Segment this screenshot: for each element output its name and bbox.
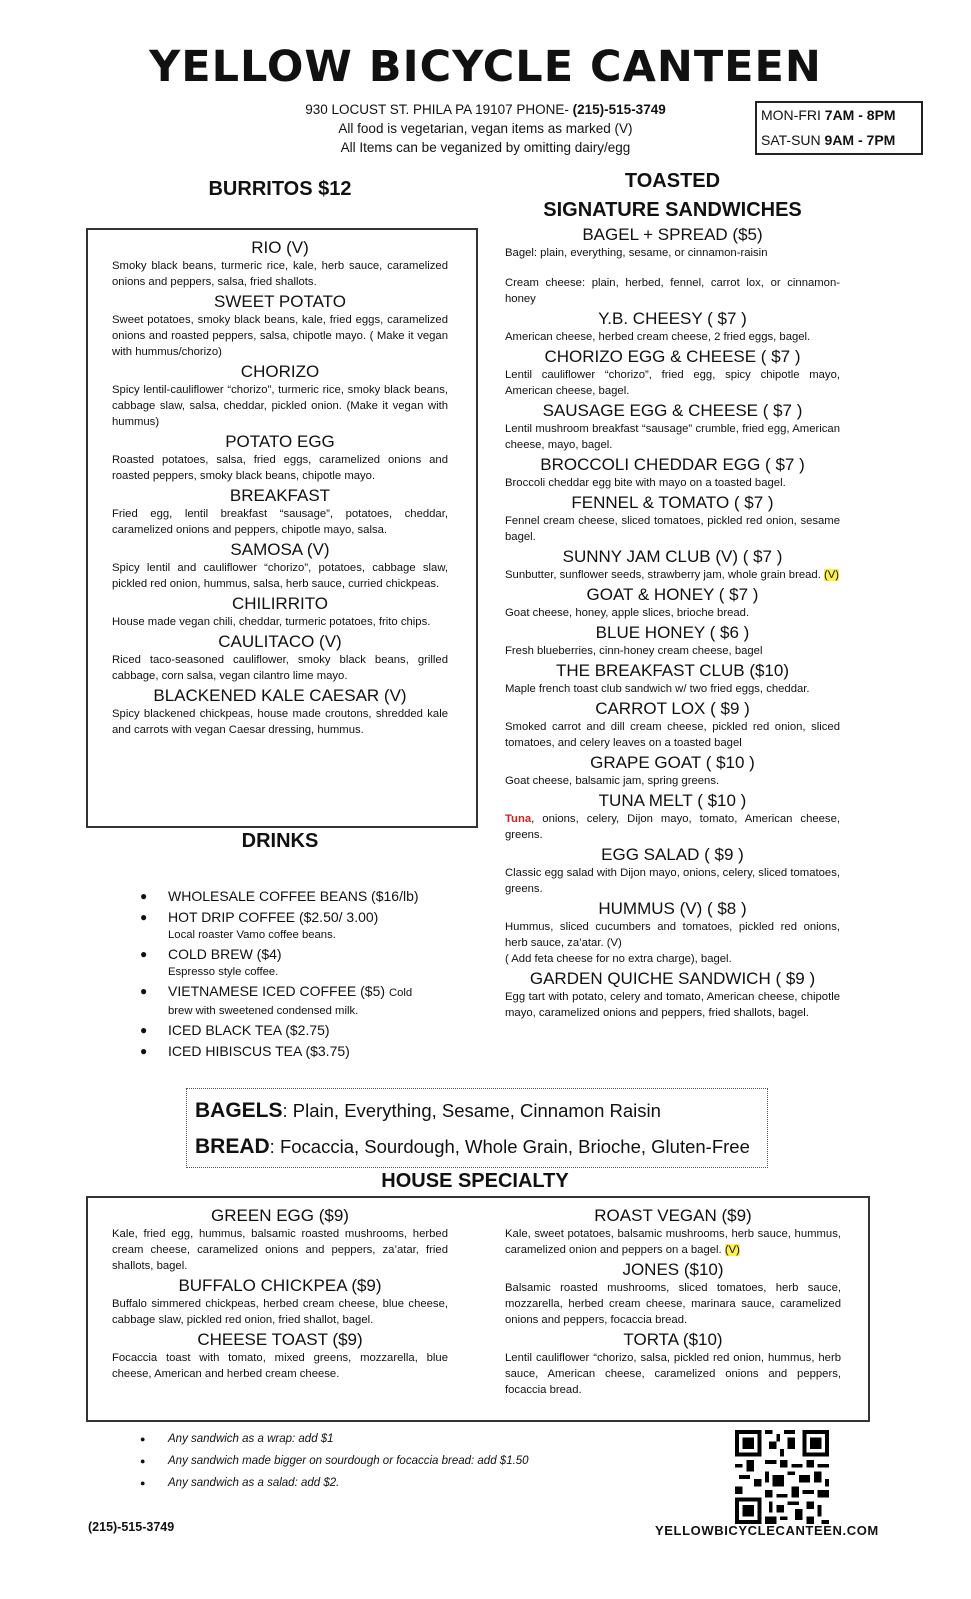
menu-item-desc-text: Bagel: plain, everything, sesame, or cinnamon-raisin <box>505 247 768 259</box>
add-on-note: ● Any sandwich as a wrap: add $1 <box>140 1428 700 1450</box>
menu-item-desc <box>505 605 840 621</box>
menu-item-desc-text: Kale, fried egg, hummus, balsamic roasted mushrooms, herbed cream cheese, caramelized onions and peppers, za’atar, fried shallots, bagel. <box>112 1228 448 1272</box>
menu-item-desc-text: Goat cheese, honey, apple slices, brioche bread. <box>505 607 750 619</box>
sandwiches-heading-2: SIGNATURE SANDWICHES <box>543 199 802 221</box>
menu-item-desc <box>112 1350 448 1382</box>
drink-note: Local roaster Vamo coffee beans. <box>168 929 336 941</box>
menu-item-desc-extra: ( Add feta cheese for no extra charge), bagel. <box>505 953 732 965</box>
menu-item-desc-text: Spicy blackened chickpeas, house made croutons, shredded kale and carrots with vegan Caesar dressing, hummus. <box>112 708 448 736</box>
bread-list: : Focaccia, Sourdough, Whole Grain, Brioche, Gluten-Free <box>269 1136 750 1157</box>
drink-name: ICED BLACK TEA ($2.75) <box>168 1022 330 1038</box>
menu-item-desc-text: Spicy lentil-cauliflower “chorizo”, turmeric rice, smoky black beans, cabbage slaw, salsa, cheddar, pickled onion. (Make it vegan with hummus) <box>112 384 448 428</box>
menu-item-desc-text: Egg tart with potato, celery and tomato, American cheese, chipotle mayo, caramelized onions and peppers, fried shallots, bagel. <box>505 991 840 1019</box>
menu-item-desc <box>505 245 840 261</box>
menu-item-desc <box>112 452 448 484</box>
menu-item-desc-text: House made vegan chili, cheddar, turmeric potatoes, frito chips. <box>112 616 431 628</box>
menu-item-desc-text: Balsamic roasted mushrooms, sliced tomatoes, herb sauce, mozzarella, herbed cream cheese, marinara sauce, caramelized onions and peppers, focaccia bread. <box>505 1282 841 1326</box>
address: 930 LOCUST ST. PHILA PA 19107 PHONE- <box>305 102 569 117</box>
drink-item <box>140 907 480 943</box>
menu-item-desc <box>505 643 840 659</box>
menu-item-name: SAUSAGE EGG & CHEESE ( $7 ) <box>542 401 803 420</box>
menu-item-desc-text: Goat cheese, balsamic jam, spring greens. <box>505 775 720 787</box>
drinks-heading: DRINKS <box>241 830 319 852</box>
menu-item-desc <box>505 421 840 453</box>
bread-options-box <box>186 1088 768 1168</box>
menu-item-name: HUMMUS (V) ( $8 ) <box>598 899 747 918</box>
hours-box <box>755 101 923 155</box>
menu-item-desc <box>505 719 840 751</box>
menu-item-name: CHORIZO EGG & CHEESE ( $7 ) <box>544 347 801 366</box>
menu-item-name: SAMOSA (V) <box>230 540 330 559</box>
drink-note-inline: Cold <box>388 987 413 999</box>
menu-item-name: GOAT & HONEY ( $7 ) <box>586 585 759 604</box>
menu-item-desc <box>505 367 840 399</box>
menu-item-desc-text: Focaccia toast with tomato, mixed greens, mozzarella, blue cheese, American and herbed cream cheese. <box>112 1352 448 1380</box>
drink-note: Espresso style coffee. <box>168 966 279 978</box>
weekday-hours: 7AM - 8PM <box>824 107 896 123</box>
menu-item-name: BUFFALO CHICKPEA ($9) <box>178 1276 382 1295</box>
menu-item-name: CHILIRRITO <box>231 594 329 613</box>
add-on-note: ● Any sandwich as a salad: add $2. <box>140 1472 700 1494</box>
menu-item-desc <box>112 614 448 630</box>
menu-item-desc-text: Smoky black beans, turmeric rice, kale, herb sauce, caramelized onions and peppers, salsa, fried shallots. <box>112 260 448 288</box>
menu-item-name: BROCCOLI CHEDDAR EGG ( $7 ) <box>540 455 805 474</box>
menu-item-desc-text: Maple french toast club sandwich w/ two fried eggs, cheddar. <box>505 683 810 695</box>
menu-item-name: CARROT LOX ( $9 ) <box>595 699 750 718</box>
drink-item <box>140 981 480 1019</box>
menu-item-name: SUNNY JAM CLUB (V) ( $7 ) <box>562 547 783 566</box>
menu-item-name: Y.B. CHEESY ( $7 ) <box>598 309 747 328</box>
menu-item-name: CHEESE TOAST ($9) <box>197 1330 363 1349</box>
menu-item-desc-text: Sunbutter, sunflower seeds, strawberry jam, whole grain bread. <box>505 569 821 581</box>
veganize-note: All Items can be veganized by omitting dairy/egg <box>340 140 631 155</box>
menu-item-desc-text: Lentil mushroom breakfast “sausage” crumble, fried egg, American cheese, mayo, bagel. <box>505 423 840 451</box>
menu-item-desc <box>112 506 448 538</box>
drink-name: WHOLESALE COFFEE BEANS ($16/lb) <box>168 888 419 904</box>
house-specialty-box <box>86 1196 870 1422</box>
menu-item-desc <box>505 1280 841 1328</box>
menu-item-desc <box>112 1296 448 1328</box>
vegetarian-note: All food is vegetarian, vegan items as marked (V) <box>338 121 633 136</box>
bagels-label: BAGELS <box>195 1099 283 1122</box>
menu-item-desc-text: Fried egg, lentil breakfast “sausage”, potatoes, cheddar, caramelized onions and peppers, chipotle mayo, salsa. <box>112 508 448 536</box>
menu-item-desc <box>112 560 448 592</box>
add-on-note: ● Any sandwich made bigger on sourdough or focaccia bread: add $1.50 <box>140 1450 700 1472</box>
sandwiches-heading-1: TOASTED <box>624 170 721 192</box>
menu-item-name: GRAPE GOAT ( $10 ) <box>590 753 755 772</box>
menu-item-name: FENNEL & TOMATO ( $7 ) <box>571 493 774 512</box>
menu-item-desc-text: Lentil cauliflower “chorizo”, fried egg, spicy chipotle mayo, American cheese, bagel. <box>505 369 840 397</box>
sandwiches-heading <box>505 167 840 225</box>
qr-code-icon[interactable] <box>735 1430 829 1524</box>
weekday-label: MON-FRI <box>761 107 821 123</box>
menu-item-desc <box>505 865 840 897</box>
menu-item-desc <box>112 258 448 290</box>
menu-item-name: SWEET POTATO <box>214 292 346 311</box>
menu-item-name: BAGEL + SPREAD ($5) <box>582 225 763 244</box>
menu-item-name: JONES ($10) <box>622 1260 724 1279</box>
menu-item-desc <box>505 773 840 789</box>
menu-item-name: RIO (V) <box>251 238 309 257</box>
menu-item-desc-text: Roasted potatoes, salsa, fried eggs, caramelized onions and roasted peppers, smoky black beans, chipotle mayo. <box>112 454 448 482</box>
menu-item-desc-text: Lentil cauliflower “chorizo, salsa, pickled red onion, hummus, herb sauce, American cheese, caramelized onions and peppers, focaccia bread. <box>505 1352 841 1396</box>
menu-item-desc <box>112 652 448 684</box>
menu-item-desc <box>112 1226 448 1274</box>
menu-item-name: BLUE HONEY ( $6 ) <box>595 623 750 642</box>
menu-item-name: EGG SALAD ( $9 ) <box>601 845 744 864</box>
menu-item-desc-text: Spicy lentil and cauliflower “chorizo”, potatoes, cabbage slaw, pickled red onion, hummus, salsa, herb sauce, curried chickpeas. <box>112 562 448 590</box>
drink-name: ICED HIBISCUS TEA ($3.75) <box>168 1043 350 1059</box>
menu-item-desc-text: , onions, celery, Dijon mayo, tomato, American cheese, greens. <box>505 813 840 841</box>
menu-item-desc-text: Fresh blueberries, cinn-honey cream cheese, bagel <box>505 645 763 657</box>
menu-item-desc <box>505 567 840 583</box>
vegan-mark: (V) <box>724 1244 740 1256</box>
bread-label: BREAD <box>195 1135 270 1158</box>
menu-item-desc-text: American cheese, herbed cream cheese, 2 fried eggs, bagel. <box>505 331 811 343</box>
drink-item <box>140 1020 480 1040</box>
menu-item-desc <box>505 989 840 1021</box>
menu-item-desc <box>505 329 840 345</box>
menu-item-desc-text: Sweet potatoes, smoky black beans, kale, fried eggs, caramelized onions and roasted peppers, salsa, chipotle mayo. ( Make it vegan with hummus/chorizo) <box>112 314 448 358</box>
menu-item-name: BREAKFAST <box>229 486 331 505</box>
weekend-label: SAT-SUN <box>761 132 821 148</box>
menu-item-desc-text: Fennel cream cheese, sliced tomatoes, pickled red onion, sesame bagel. <box>505 515 840 543</box>
drink-name: COLD BREW ($4) <box>168 946 282 962</box>
drink-item <box>140 1041 480 1061</box>
drink-name: VIETNAMESE ICED COFFEE ($5) <box>168 983 386 999</box>
menu-item-name: GARDEN QUICHE SANDWICH ( $9 ) <box>529 969 816 988</box>
menu-item-name: TUNA MELT ( $10 ) <box>598 791 747 810</box>
menu-item-desc-text: Broccoli cheddar egg bite with mayo on a toasted bagel. <box>505 477 786 489</box>
menu-item-desc-extra: Cream cheese: plain, herbed, fennel, carrot lox, or cinnamon-honey <box>505 277 840 305</box>
house-right-column <box>505 1204 841 1398</box>
bread-options <box>195 1129 750 1165</box>
sandwich-list <box>505 223 840 1021</box>
burritos-heading: BURRITOS $12 <box>208 178 352 200</box>
burritos-box <box>86 228 478 828</box>
menu-item-name: GREEN EGG ($9) <box>211 1206 349 1225</box>
add-on-notes <box>140 1428 700 1494</box>
house-left-column <box>112 1204 448 1382</box>
menu-item-name: CHORIZO <box>240 362 320 381</box>
house-specialty-heading: HOUSE SPECIALTY <box>381 1170 569 1192</box>
drink-item <box>140 944 480 980</box>
address-block <box>240 100 731 157</box>
menu-item-desc <box>505 811 840 843</box>
menu-item-desc <box>505 1350 841 1398</box>
menu-item-desc <box>505 513 840 545</box>
highlight-text: Tuna <box>505 813 532 825</box>
menu-item-name: BLACKENED KALE CAESAR (V) <box>153 686 407 705</box>
drink-note: brew with sweetened condensed milk. <box>168 1005 359 1017</box>
menu-item-name: THE BREAKFAST CLUB ($10) <box>555 661 790 680</box>
menu-item-name: CAULITACO (V) <box>218 632 342 651</box>
phone: (215)-515-3749 <box>572 102 666 117</box>
bagel-options <box>195 1093 750 1129</box>
menu-item-name: ROAST VEGAN ($9) <box>594 1206 752 1225</box>
weekend-hours: 9AM - 7PM <box>824 132 896 148</box>
menu-item-desc-text: Smoked carrot and dill cream cheese, pickled red onion, sliced tomatoes, and celery leaves on a toasted bagel <box>505 721 840 749</box>
menu-item-desc <box>505 1226 841 1258</box>
menu-item-desc-text: Riced taco-seasoned cauliflower, smoky black beans, grilled cabbage, corn salsa, vegan cilantro lime mayo. <box>112 654 448 682</box>
drink-item <box>140 886 480 906</box>
menu-item-desc <box>112 312 448 360</box>
menu-item-desc <box>112 382 448 430</box>
menu-item-desc <box>505 919 840 951</box>
page-title: YELLOW BICYCLE CANTEEN <box>149 42 822 92</box>
spacer <box>505 261 840 275</box>
footer-phone: (215)-515-3749 <box>88 1520 175 1534</box>
menu-item-desc-text: Kale, sweet potatoes, balsamic mushrooms, herb sauce, hummus, caramelized onion and peppers on a bagel. <box>505 1228 841 1256</box>
drinks-list <box>140 886 480 1062</box>
website-link[interactable]: YELLOWBICYCLECANTEEN.COM <box>655 1523 879 1538</box>
menu-item-desc-text: Hummus, sliced cucumbers and tomatoes, pickled red onions, herb sauce, za’atar. (V) <box>505 921 840 949</box>
burrito-list <box>112 236 448 738</box>
menu-item-desc <box>112 706 448 738</box>
menu-item-desc <box>505 681 840 697</box>
drink-name: HOT DRIP COFFEE ($2.50/ 3.00) <box>168 909 379 925</box>
menu-item-desc-text: Buffalo simmered chickpeas, herbed cream cheese, blue cheese, cabbage slaw, pickled red onion, fried shallot, bagel. <box>112 1298 448 1326</box>
bagels-list: : Plain, Everything, Sesame, Cinnamon Raisin <box>282 1100 661 1121</box>
menu-item-name: POTATO EGG <box>225 432 335 451</box>
menu-item-desc-text: Classic egg salad with Dijon mayo, onions, celery, sliced tomatoes, greens. <box>505 867 840 895</box>
menu-item-desc <box>505 475 840 491</box>
menu-item-name: TORTA ($10) <box>623 1330 723 1349</box>
vegan-mark: (V) <box>824 569 840 581</box>
